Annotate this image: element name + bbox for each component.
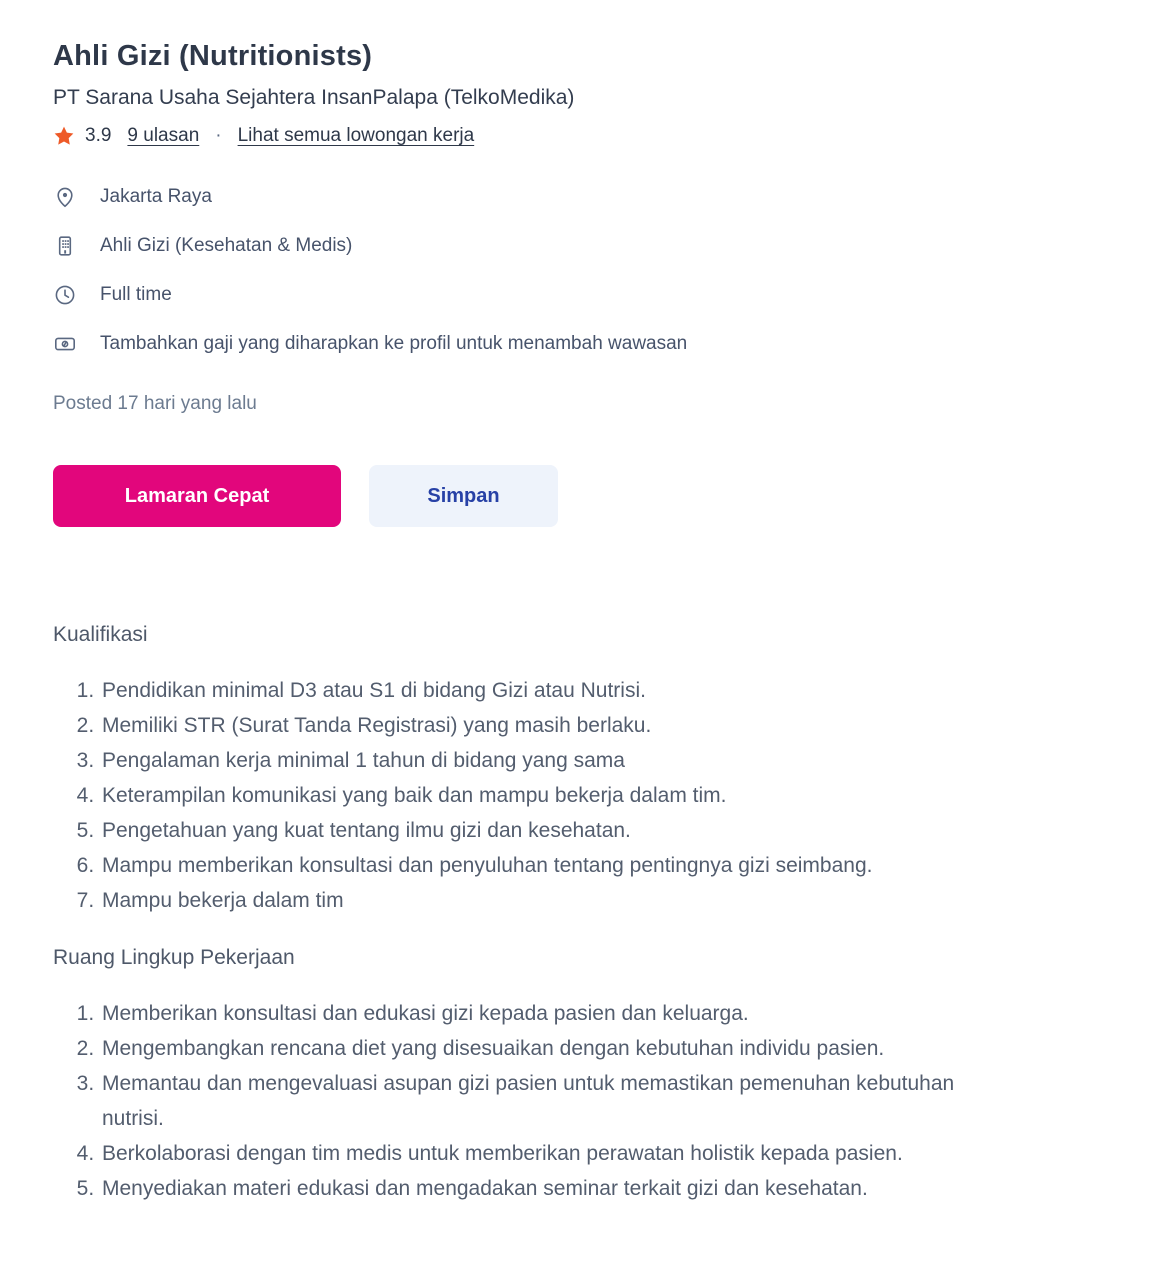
list-item: 2. Mengembangkan rencana diet yang disesuaikan dengan kebutuhan individu pasien.	[100, 1031, 965, 1066]
list-item: 6. Mampu memberikan konsultasi dan penyuluhan tentang pentingnya gizi seimbang.	[100, 848, 965, 883]
list-item: 5. Pengetahuan yang kuat tentang ilmu gizi dan kesehatan.	[100, 813, 965, 848]
reviews-link[interactable]: 9 ulasan	[127, 125, 200, 146]
kualifikasi-list	[53, 673, 965, 918]
detail-row-salary	[53, 330, 1110, 357]
list-item: 3. Pengalaman kerja minimal 1 tahun di bidang yang sama	[100, 743, 965, 778]
separator-dot: ·	[215, 125, 222, 146]
detail-row-worktype	[53, 281, 1110, 308]
rating-value: 3.9	[85, 125, 112, 146]
list-item: 5. Menyediakan materi edukasi dan mengadakan seminar terkait gizi dan kesehatan.	[100, 1171, 965, 1206]
ruang-lingkup-list	[53, 996, 965, 1206]
detail-row-category	[53, 232, 1110, 259]
company-name: PT Sarana Usaha Sejahtera InsanPalapa (TelkoMedika)	[53, 86, 575, 109]
section-heading-ruang-lingkup: Ruang Lingkup Pekerjaan	[53, 946, 295, 969]
detail-label-worktype: Full time	[100, 283, 172, 305]
list-item: 1. Memberikan konsultasi dan edukasi gizi kepada pasien dan keluarga.	[100, 996, 965, 1031]
detail-label-salary: Tambahkan gaji yang diharapkan ke profil untuk menambah wawasan	[100, 332, 688, 354]
detail-row-location	[53, 183, 1110, 210]
star-icon	[53, 125, 75, 147]
job-details	[53, 183, 1110, 357]
posted-date: Posted 17 hari yang lalu	[53, 393, 257, 414]
rating-row	[53, 125, 1110, 147]
list-item: 7. Mampu bekerja dalam tim	[100, 883, 965, 918]
money-icon	[53, 332, 77, 356]
list-item: 2. Memiliki STR (Surat Tanda Registrasi) yang masih berlaku.	[100, 708, 965, 743]
quick-apply-button[interactable]: Lamaran Cepat	[53, 465, 341, 527]
section-heading-kualifikasi: Kualifikasi	[53, 623, 148, 646]
save-button[interactable]: Simpan	[369, 465, 558, 527]
page-title: Ahli Gizi (Nutritionists)	[53, 40, 373, 72]
job-description	[53, 623, 1110, 1206]
list-item: 4. Keterampilan komunikasi yang baik dan mampu bekerja dalam tim.	[100, 778, 965, 813]
all-jobs-link[interactable]: Lihat semua lowongan kerja	[237, 125, 475, 146]
list-item: 4. Berkolaborasi dengan tim medis untuk memberikan perawatan holistik kepada pasien.	[100, 1136, 965, 1171]
detail-label-category: Ahli Gizi (Kesehatan & Medis)	[100, 234, 353, 256]
action-buttons	[53, 465, 1110, 527]
building-icon	[53, 234, 77, 258]
clock-icon	[53, 283, 77, 307]
list-item: 3. Memantau dan mengevaluasi asupan gizi pasien untuk memastikan pemenuhan kebutuhan nutrisi.	[100, 1066, 965, 1136]
detail-label-location: Jakarta Raya	[100, 185, 212, 207]
list-item: 1. Pendidikan minimal D3 atau S1 di bidang Gizi atau Nutrisi.	[100, 673, 965, 708]
location-pin-icon	[53, 185, 77, 209]
